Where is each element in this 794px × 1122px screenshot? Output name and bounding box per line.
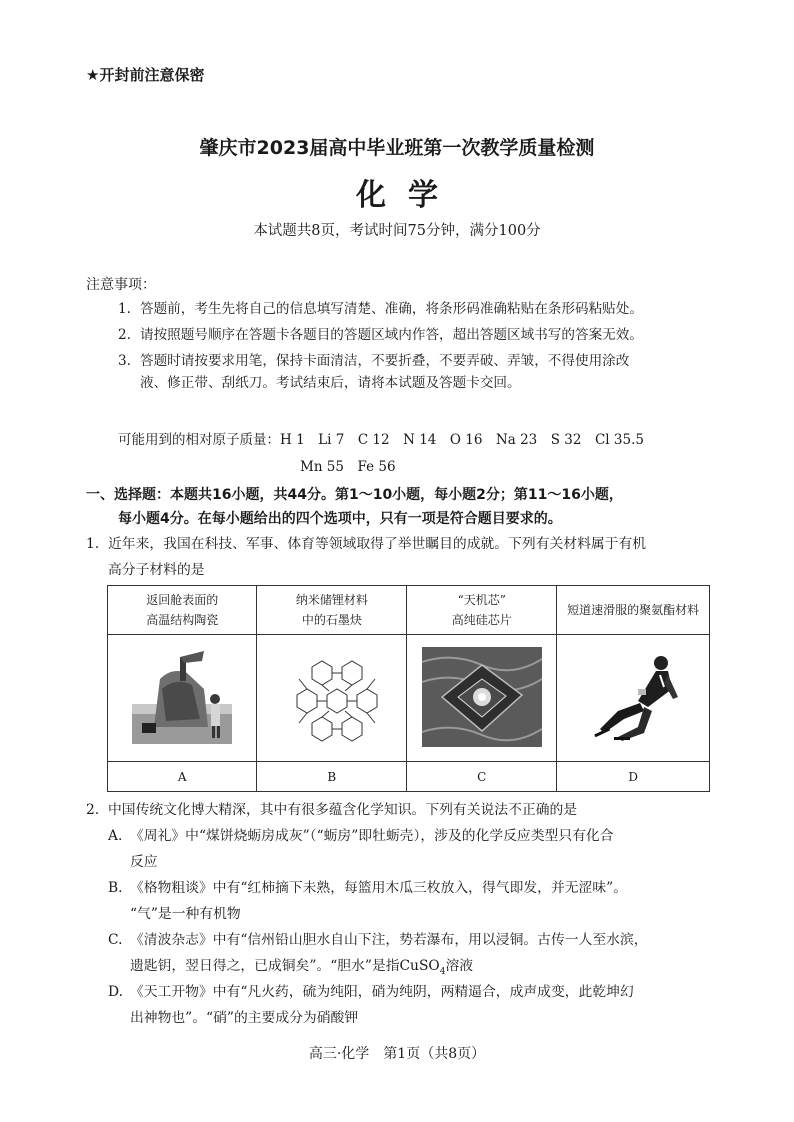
option-label-b: B — [257, 762, 407, 792]
atomic-mass-line: 可能用到的相对原子质量：H 1 Li 7 C 12 N 14 O 16 Na 23 S 32 Cl 35.5 — [118, 432, 644, 448]
q2-option-b: B. 《格物粗谈》中有“红柿摘下未熟，每篮用木瓜三枚放入，得气即发，并无涩味”。 “气”是一种有机物 — [108, 880, 627, 922]
question-2: 2. 中国传统文化博大精深，其中有很多蕴含化学知识。下列有关说法不正确的是 — [86, 802, 578, 818]
header-cell-c: “天机芯” 高纯硅芯片 — [407, 586, 557, 635]
header-cell-a: 返回舱表面的 高温结构陶瓷 — [108, 586, 257, 635]
silicon-chip-image — [407, 635, 557, 762]
option-label-a: A — [108, 762, 257, 792]
notice-item-2: 2. 请按照题号顺序在答题卡各题目的答题区域内作答，超出答题区域书写的答案无效。 — [118, 327, 643, 343]
q2-option-c: C. 《清波杂志》中有“信州铅山胆水自山下注，势若瀑布，用以浸铜。古传一人至水滨， 遗匙钥，翌日得之，已成铜矣”。“胆水”是指CuSO$_4$溶液 — [108, 932, 648, 977]
notice-heading: 注意事项： — [86, 277, 156, 293]
option-label-c: C — [407, 762, 557, 792]
notice-item-1: 1. 答题前，考生先将自己的信息填写清楚、准确，将条形码准确粘贴在条形码粘贴处。 — [118, 301, 643, 317]
confidential-mark: ★开封前注意保密 — [86, 66, 205, 84]
option-label-d: D — [557, 762, 710, 792]
header-cell-d: 短道速滑服的聚氨酯材料 — [557, 586, 710, 635]
graphdiyne-structure-image — [257, 635, 407, 762]
materials-table — [107, 585, 710, 792]
speed-skater-image — [557, 635, 710, 762]
section-heading: 一、选择题：本题共16小题，共44分。第1～10小题，每小题2分；第11～16小题， 每小题4分。在每小题给出的四个选项中，只有一项是符合题目要求的。 — [86, 487, 623, 527]
notice-item-3: 3. 答题时请按要求用笔，保持卡面清洁，不要折叠，不要弄破、弄皱，不得使用涂改 液、修正带、刮纸刀。考试结束后，请将本试题及答题卡交回。 — [118, 353, 630, 391]
q2-option-d: D. 《天工开物》中有“凡火药，硫为纯阳，硝为纯阴，两精逼合，成声成变，此乾坤幻 出神物也”。“硝”的主要成分为硝酸钾 — [108, 984, 634, 1026]
return-capsule-image — [108, 635, 257, 762]
atomic-mass-line-2: Mn 55 Fe 56 — [300, 459, 396, 475]
question-1: 1. 近年来，我国在科技、军事、体育等领域取得了举世瞩目的成就。下列有关材料属于有机 高分子材料的是 — [86, 536, 647, 578]
subject-title: 化学 — [356, 178, 460, 213]
page-footer: 高三·化学 第1页（共8页） — [308, 1046, 486, 1062]
exam-info: 本试题共8页，考试时间75分钟，满分100分 — [253, 223, 541, 239]
q2-option-a: A. 《周礼》中“煤饼烧蛎房成灰”（“蛎房”即牡蛎壳），涉及的化学反应类型只有化合 反应 — [108, 828, 614, 870]
exam-title: 肇庆市2023届高中毕业班第一次教学质量检测 — [199, 137, 595, 159]
header-cell-b: 纳米储锂材料 中的石墨炔 — [257, 586, 407, 635]
